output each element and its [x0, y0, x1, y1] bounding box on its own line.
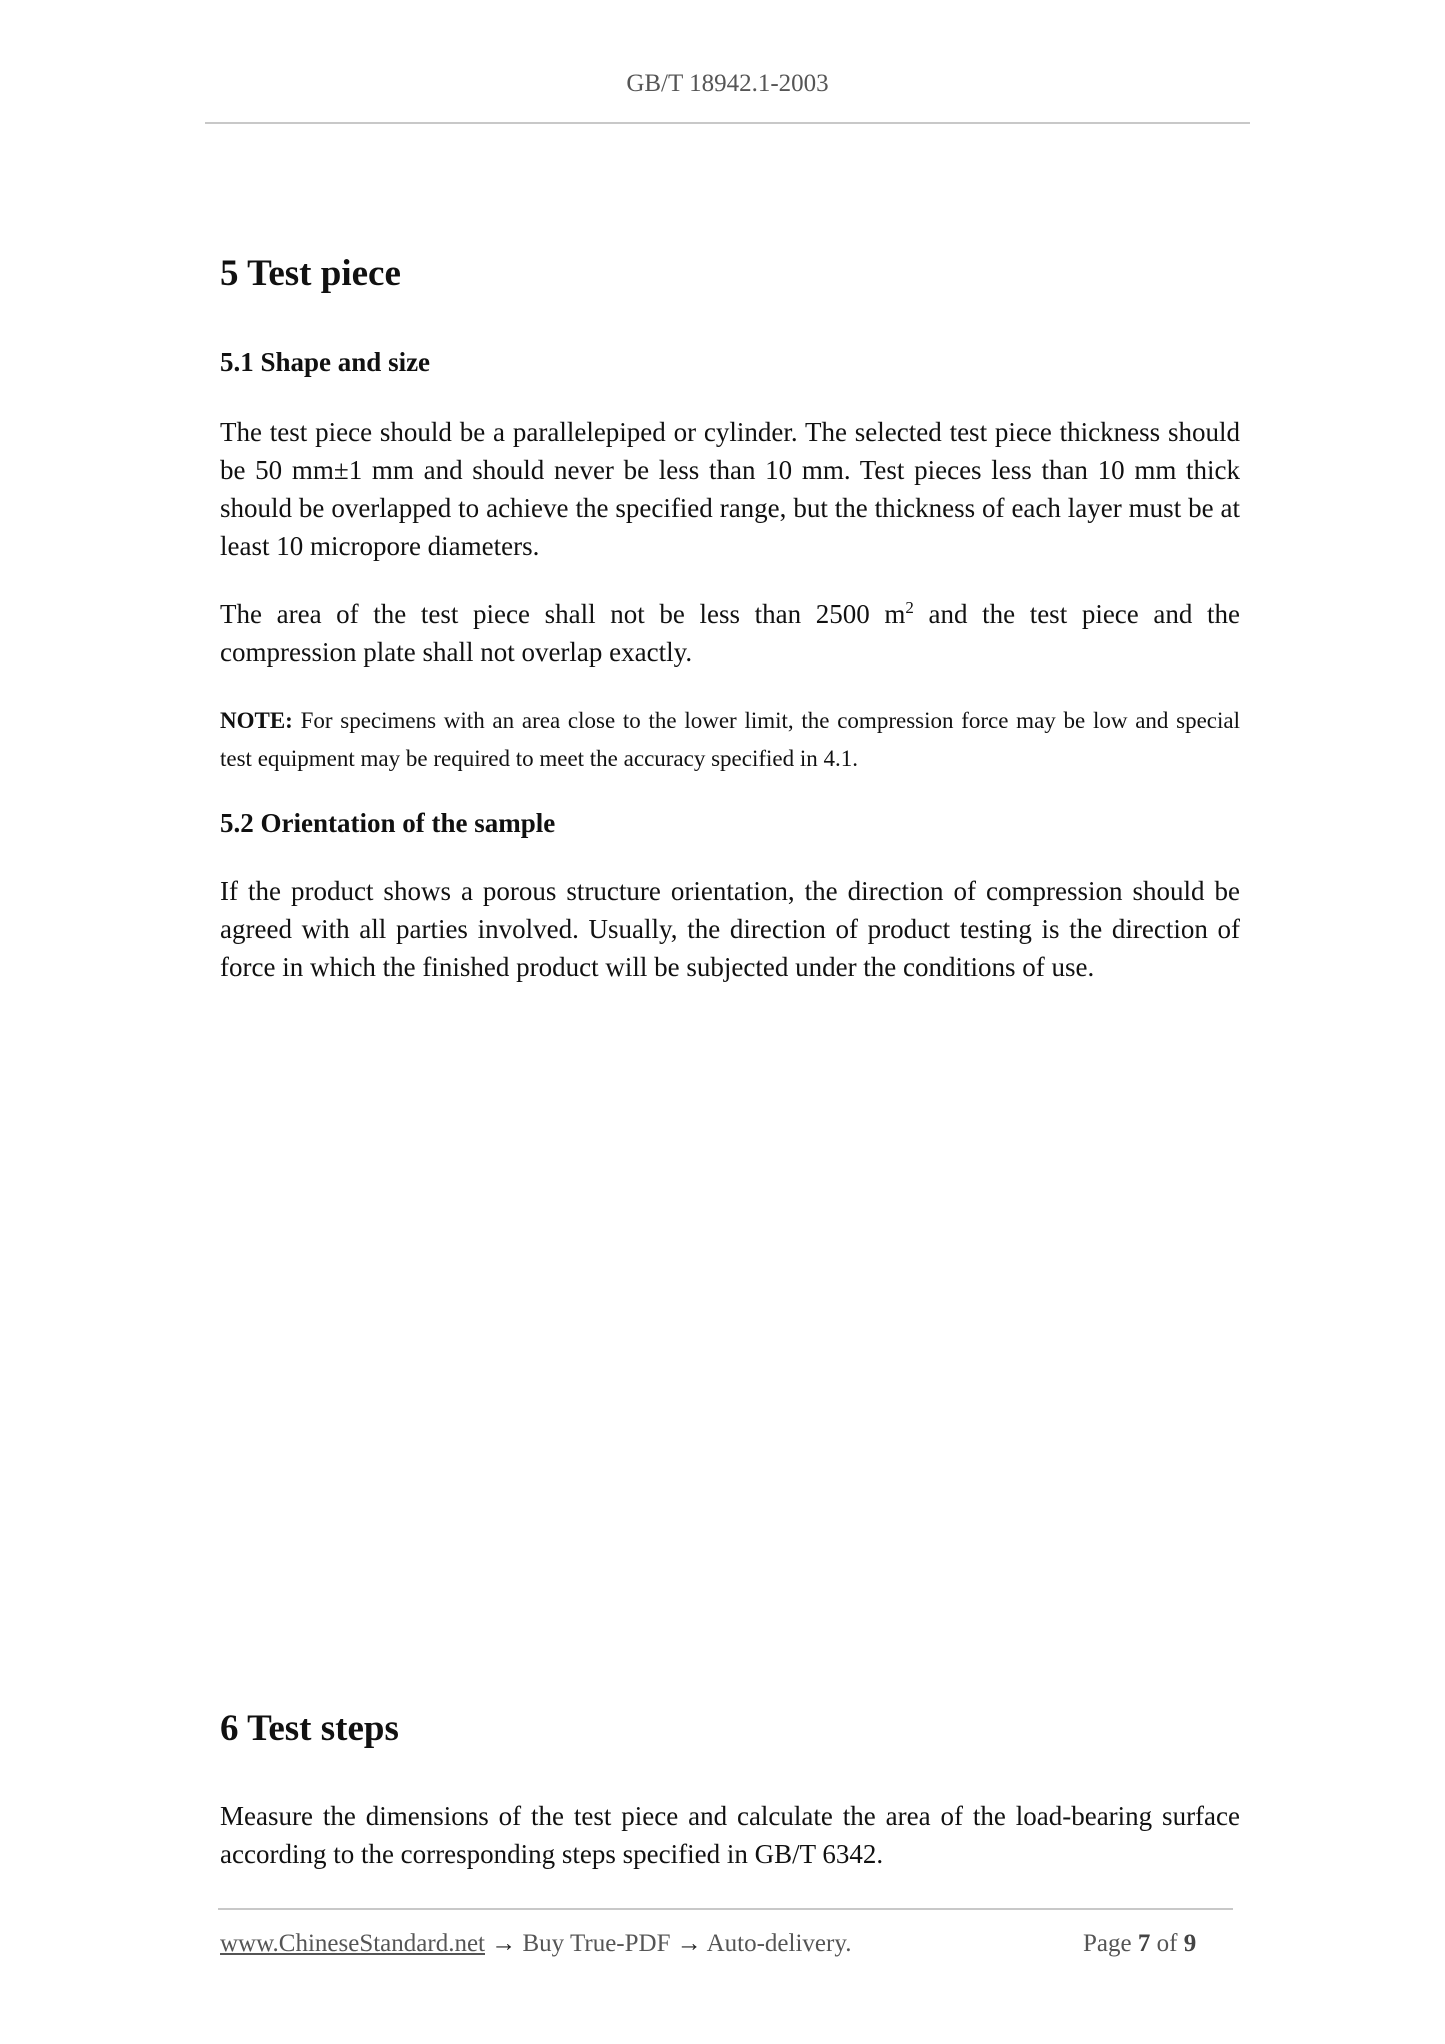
page-header: GB/T 18942.1-2003 — [626, 70, 829, 97]
arrow-right-icon: → — [491, 1930, 517, 1957]
page-total: 9 — [1183, 1930, 1197, 1957]
note-label: NOTE: — [220, 708, 293, 733]
section-5-2-title: 5.2 Orientation of the sample — [220, 808, 556, 838]
section-5-1-paragraph-1: The test piece should be a parallelepiped or cylinder. The selected test piece thickness should be 50 mm±1 mm and should never be less than 10 mm. Test pieces less than 10 mm thick should be overlapped to achieve the specified range, but the thickness of each layer must be at least 10 micropore diameters. — [220, 417, 1240, 561]
area-text-before: The area of the test piece shall not be less than 2500 m — [220, 599, 906, 629]
section-5-1-paragraph-2 — [220, 595, 1240, 671]
page-of: of — [1150, 1930, 1184, 1957]
area-text-after: and the test piece and the compression plate shall not overlap exactly. — [220, 599, 1240, 667]
arrow-right-icon: → — [676, 1930, 702, 1957]
footer-delivery-text: Auto-delivery. — [701, 1930, 852, 1957]
section-5-title: 5 Test piece — [220, 253, 401, 294]
section-5-2-paragraph-1: If the product shows a porous structure orientation, the direction of compression should be agreed with all parties involved. Usually, the direction of product testing is the direction of force in which the finished product will be subjected under the conditions of use. — [220, 876, 1240, 982]
footer-buy-text: Buy True-PDF — [516, 1930, 677, 1957]
page-number — [1083, 1930, 1196, 1958]
section-5-1-note — [220, 702, 1240, 778]
footer-promo — [220, 1930, 851, 1958]
page-label: Page — [1083, 1930, 1138, 1957]
footer-website-link[interactable]: www.ChineseStandard.net — [220, 1930, 485, 1957]
area-exponent: 2 — [905, 598, 914, 617]
header-divider — [205, 122, 1250, 124]
page-current: 7 — [1137, 1930, 1151, 1957]
section-5-1-title: 5.1 Shape and size — [220, 347, 431, 377]
footer-divider — [218, 1908, 1233, 1910]
note-text: For specimens with an area close to the lower limit, the compression force may be low and special test equipment may be required to meet the accuracy specified in 4.1. — [220, 708, 1240, 771]
section-6-paragraph-1: Measure the dimensions of the test piece and calculate the area of the load-bearing surface according to the corresponding steps specified in GB/T 6342. — [220, 1801, 1240, 1869]
section-6-title: 6 Test steps — [220, 1708, 399, 1749]
